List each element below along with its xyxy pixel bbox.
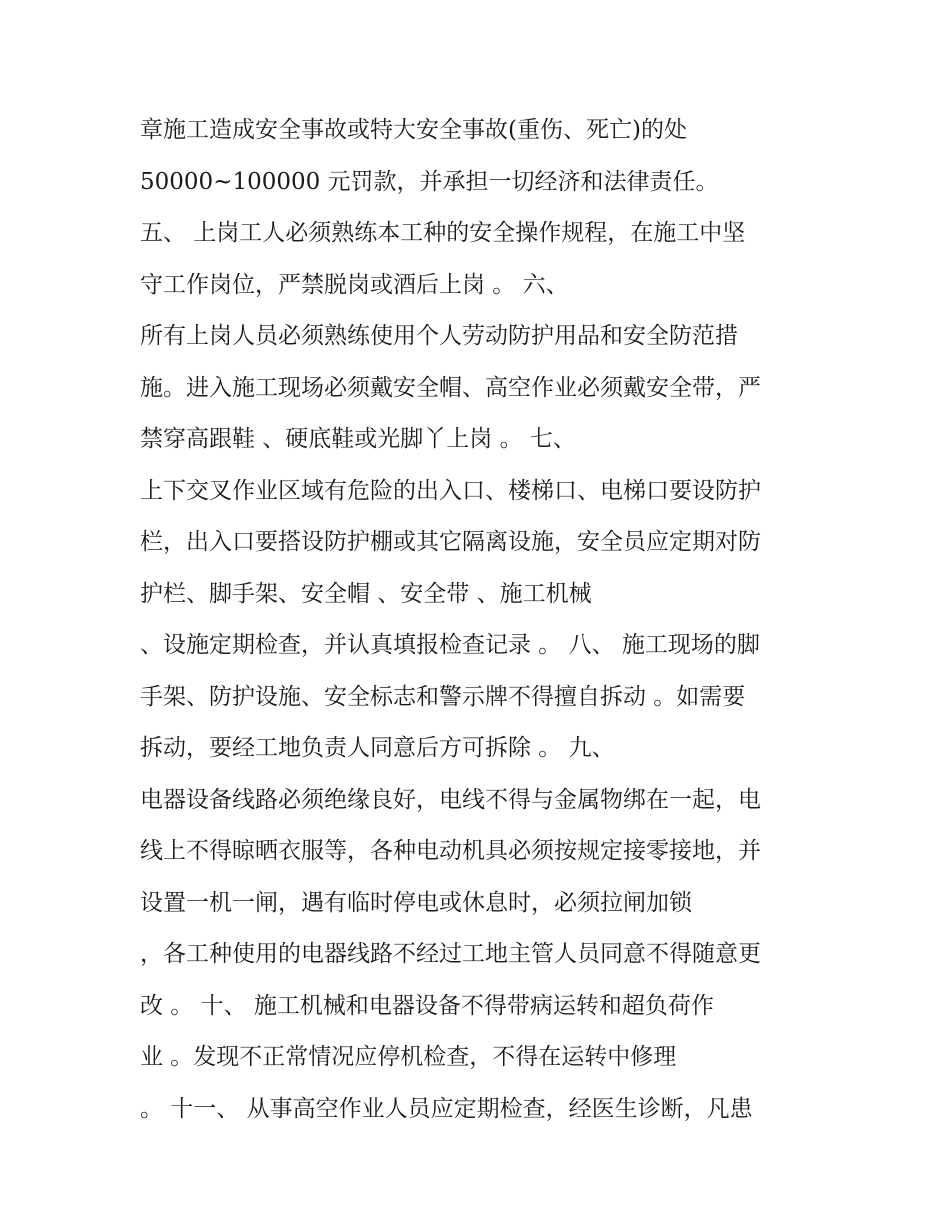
- text-line-14: 电器设备线路必须绝缘良好，电线不得与金属物绑在一起，电: [140, 786, 761, 813]
- text-line-18: 改 。 十、 施工机械和电器设备不得带病运转和超负荷作: [140, 992, 714, 1019]
- text-line-17: ，各工种使用的电器线路不经过工地主管人员同意不得随意更: [140, 941, 761, 967]
- text-line-16: 设置一机一闸，遇有临时停电或休息时，必须拉闸加锁: [140, 889, 692, 916]
- text-line-13: 拆动，要经工地负责人同意后方可拆除 。 九、: [140, 735, 615, 761]
- body-text: [140, 105, 820, 1135]
- text-line-4: 守工作岗位，严禁脱岗或酒后上岗 。 六、: [140, 271, 569, 298]
- text-line-5: 所有上岗人员必须熟练使用个人劳动防护用品和安全防范措: [140, 323, 738, 349]
- text-line-19: 业 。发现不正常情况应停机检查，不得在运转中修理: [140, 1044, 677, 1070]
- text-line-9: 栏，出入口要搭设防护棚或其它隔离设施，安全员应定期对防: [140, 529, 761, 555]
- text-line-1: 章施工造成安全事故或特大安全事故(重伤、死亡)的处: [140, 117, 687, 143]
- text-line-15: 线上不得晾晒衣服等，各种电动机具必须按规定接零接地，并: [140, 838, 761, 864]
- text-line-12: 手架、防护设施、安全标志和警示牌不得擅自拆动 。如需要: [140, 683, 746, 710]
- text-line-2: 50000~100000 元罚款，并承担一切经济和法律责任。: [140, 168, 719, 195]
- text-line-11: 、设施定期检查，并认真填报检查记录 。 八、 施工现场的脚: [140, 632, 760, 658]
- text-line-20: 。 十一、 从事高空作业人员应定期检查，经医生诊断，凡患: [140, 1095, 753, 1122]
- text-line-7: 禁穿高跟鞋 、硬底鞋或光脚丫上岗 。 七、: [140, 426, 576, 452]
- text-line-8: 上下交叉作业区域有危险的出入口、楼梯口、电梯口要设防护: [140, 477, 761, 504]
- text-line-10: 护栏、脚手架、安全帽 、安全带 、施工机械: [140, 580, 592, 607]
- text-line-6: 施。进入施工现场必须戴安全帽、高空作业必须戴安全带，严: [140, 374, 761, 401]
- text-line-3: 五、 上岗工人必须熟练本工种的安全操作规程，在施工中坚: [140, 220, 746, 246]
